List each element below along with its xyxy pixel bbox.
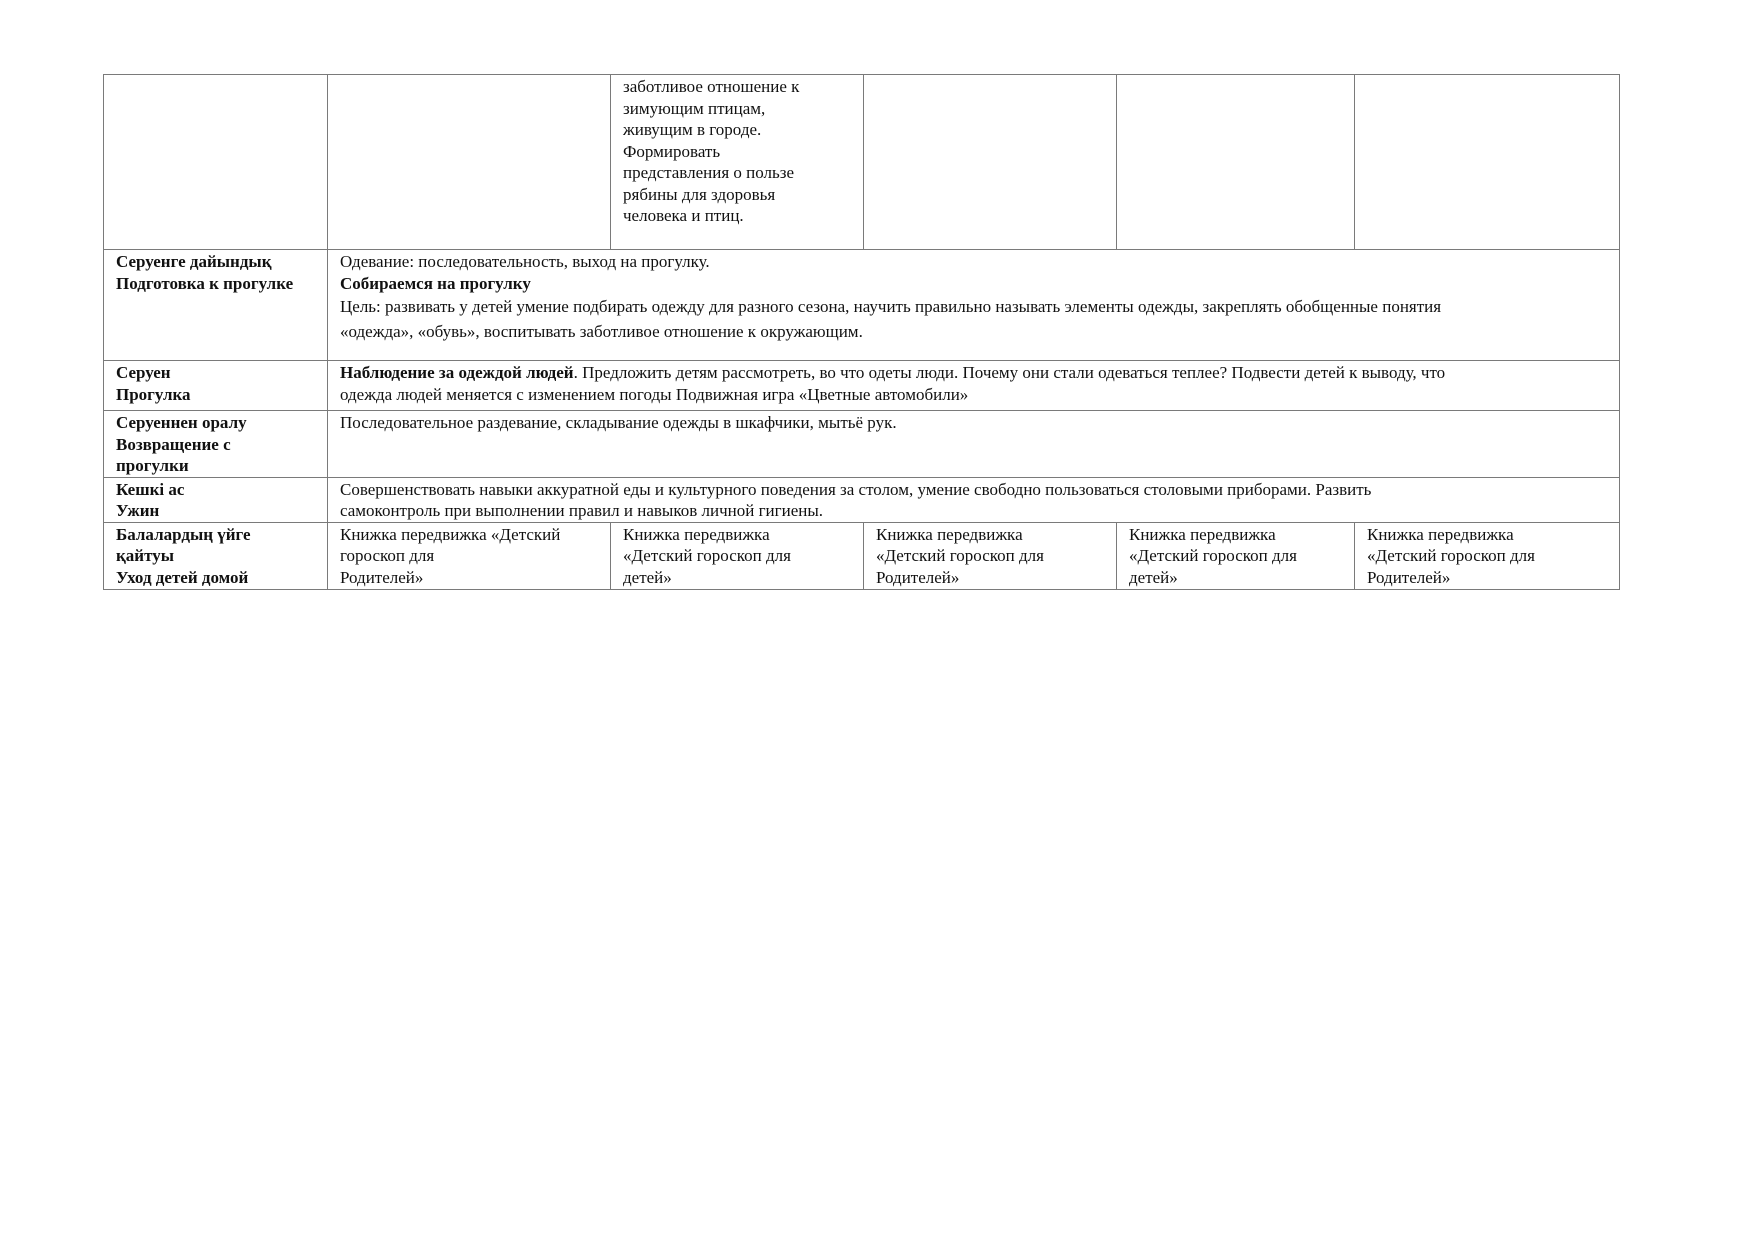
row-label-ru: Прогулка — [116, 384, 191, 404]
row-label-ru: Уход детей домой — [116, 567, 249, 587]
row-label-kz: Кешкі ас — [116, 479, 185, 499]
walk-prep-goal-line: Цель: развивать у детей умение подбирать одежду для разного сезона, научить правильно называть элементы одежды, закреплять обобщенные понятия — [340, 297, 1442, 316]
row-label-kz: Балалардың үйге — [116, 524, 251, 544]
cell-text-line: Книжка передвижка «Детский — [340, 524, 561, 544]
continuation-cell-1 — [328, 75, 611, 250]
walk-bold-lead: Наблюдение за одеждой людей — [340, 363, 574, 382]
walk-prep-row — [104, 250, 1620, 361]
cell-text-line: заботливое отношение к — [623, 77, 800, 96]
row-label-kz: Серуеннен оралу — [116, 413, 247, 432]
dinner-text-line: самоконтроль при выполнении правил и навыков личной гигиены. — [340, 501, 824, 520]
walk-content — [328, 361, 1620, 411]
cell-text-line: живущим в городе. — [623, 120, 762, 139]
cell-text-line: «Детский гороскоп для — [1129, 546, 1297, 565]
going-home-cell-fri — [1355, 522, 1620, 589]
cell-text-line: «Детский гороскоп для — [1367, 546, 1535, 565]
walk-prep-line: Одевание: последовательность, выход на прогулку. — [340, 252, 710, 271]
continuation-cell-2 — [611, 75, 864, 250]
cell-text-line: представления о пользе — [623, 163, 795, 182]
return-text: Последовательное раздевание, складывание одежды в шкафчики, мытьё рук. — [340, 413, 897, 432]
cell-text-line: «Детский гороскоп для — [876, 546, 1044, 565]
cell-text-line: «Детский гороскоп для — [623, 546, 791, 565]
row-label-kz: Серуенге дайындық — [116, 252, 272, 271]
cell-text-line: Родителей» — [876, 567, 960, 587]
cell-text-line: Книжка передвижка — [876, 524, 1023, 544]
walk-text-line — [340, 362, 1607, 384]
walk-prep-label — [104, 250, 328, 361]
continuation-cell-5 — [1355, 75, 1620, 250]
cell-text-line: Формировать — [623, 141, 721, 161]
return-content — [328, 411, 1620, 478]
continuation-cell-4 — [1117, 75, 1355, 250]
walk-prep-heading: Собираемся на прогулку — [340, 273, 531, 293]
walk-text: . Предложить детям рассмотреть, во что одеты люди. Почему они стали одеваться теплее? Подвести детей к выводу, что — [573, 363, 1446, 382]
return-label — [104, 411, 328, 478]
row-label-kz: Серуен — [116, 363, 171, 382]
walk-text-line: одежда людей меняется с изменением погоды Подвижная игра «Цветные автомобили» — [340, 384, 969, 404]
going-home-cell-mon — [328, 522, 611, 589]
going-home-cell-thu — [1117, 522, 1355, 589]
continuation-row — [104, 75, 1620, 250]
row-label-ru: прогулки — [116, 456, 189, 475]
cell-text-line: человека и птиц. — [623, 206, 744, 225]
cell-text-line: Родителей» — [340, 567, 424, 587]
cell-text-line: рябины для здоровья — [623, 184, 776, 204]
continuation-cell-3 — [864, 75, 1117, 250]
cell-text-line: зимующим птицам, — [623, 98, 766, 118]
daily-plan-table — [103, 74, 1620, 590]
return-row — [104, 411, 1620, 478]
dinner-row — [104, 477, 1620, 522]
walk-label — [104, 361, 328, 411]
dinner-content — [328, 477, 1620, 522]
going-home-row — [104, 522, 1620, 589]
row-label-ru: Подготовка к прогулке — [116, 273, 294, 293]
going-home-cell-wed — [864, 522, 1117, 589]
dinner-label — [104, 477, 328, 522]
cell-text-line: Книжка передвижка — [623, 524, 770, 544]
walk-prep-content — [328, 250, 1620, 361]
cell-text-line: детей» — [623, 567, 672, 587]
cell-text-line: Книжка передвижка — [1367, 524, 1514, 544]
walk-row — [104, 361, 1620, 411]
continuation-label-cell — [104, 75, 328, 250]
going-home-label — [104, 522, 328, 589]
cell-text-line: гороскоп для — [340, 546, 435, 565]
going-home-cell-tue — [611, 522, 864, 589]
row-label-kz: қайтуы — [116, 546, 174, 565]
dinner-text-line: Совершенствовать навыки аккуратной еды и культурного поведения за столом, умение свободно пользоваться столовыми приборами. Развить — [340, 479, 1372, 499]
walk-prep-goal-line: «одежда», «обувь», воспитывать заботливое отношение к окружающим. — [340, 322, 863, 341]
cell-text-line: детей» — [1129, 567, 1178, 587]
cell-text-line: Книжка передвижка — [1129, 524, 1276, 544]
row-label-ru: Возвращение с — [116, 434, 231, 454]
cell-text-line: Родителей» — [1367, 567, 1451, 587]
row-label-ru: Ужин — [116, 501, 160, 520]
